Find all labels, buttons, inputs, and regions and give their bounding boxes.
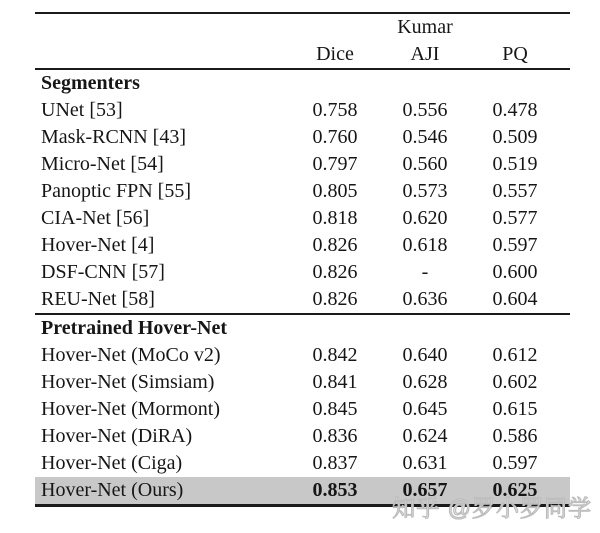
row-metric-value: 0.620: [402, 207, 448, 229]
row-metric-value: 0.546: [402, 126, 448, 148]
row-metric-value: 0.586: [492, 425, 538, 447]
column-header-dice: Dice: [316, 43, 354, 65]
row-metric-value: 0.597: [492, 234, 538, 256]
row-metric-value: 0.557: [492, 180, 538, 202]
table-row: [35, 286, 570, 313]
dataset-group-header: Kumar: [397, 16, 453, 38]
row-method-name: Hover-Net (Ciga): [41, 452, 183, 474]
group-header-row: [35, 14, 570, 41]
row-metric-value: -: [421, 261, 429, 283]
row-metric-value: 0.624: [402, 425, 448, 447]
column-header-row: [35, 41, 570, 68]
row-metric-value: 0.845: [312, 398, 358, 420]
row-metric-value: 0.519: [492, 153, 538, 175]
row-metric-value: 0.797: [312, 153, 358, 175]
row-metric-value: 0.577: [492, 207, 538, 229]
row-metric-value: 0.836: [312, 425, 358, 447]
row-metric-value: 0.853: [312, 479, 358, 501]
table-row: [35, 369, 570, 396]
row-method-name: Hover-Net (DiRA): [41, 425, 193, 447]
row-metric-value: 0.478: [492, 99, 538, 121]
row-metric-value: 0.556: [402, 99, 448, 121]
table-row: [35, 178, 570, 205]
row-metric-value: 0.841: [312, 371, 358, 393]
row-method-name: Mask-RCNN [43]: [41, 126, 186, 148]
row-method-name: Hover-Net (Ours): [41, 479, 184, 501]
table-row: [35, 205, 570, 232]
row-metric-value: 0.657: [402, 479, 448, 501]
row-metric-value: 0.509: [492, 126, 538, 148]
row-metric-value: 0.573: [402, 180, 448, 202]
row-method-name: Micro-Net [54]: [41, 153, 164, 175]
row-metric-value: 0.615: [492, 398, 538, 420]
row-metric-value: 0.640: [402, 344, 448, 366]
row-method-name: Panoptic FPN [55]: [41, 180, 191, 202]
row-metric-value: 0.618: [402, 234, 448, 256]
table-row: [35, 423, 570, 450]
row-metric-value: 0.628: [402, 371, 448, 393]
row-metric-value: 0.837: [312, 452, 358, 474]
row-metric-value: 0.636: [402, 288, 448, 310]
row-metric-value: 0.826: [312, 261, 358, 283]
table-row: [35, 151, 570, 178]
row-metric-value: 0.645: [402, 398, 448, 420]
row-metric-value: 0.842: [312, 344, 358, 366]
table-row: [35, 232, 570, 259]
column-header-pq: PQ: [502, 43, 528, 65]
section-title: Segmenters: [41, 72, 140, 94]
table-row: [35, 477, 570, 504]
table-row: [35, 259, 570, 286]
row-method-name: Hover-Net [4]: [41, 234, 155, 256]
table-row: [35, 396, 570, 423]
row-method-name: Hover-Net (MoCo v2): [41, 344, 221, 366]
row-method-name: Hover-Net (Mormont): [41, 398, 220, 420]
results-table: [35, 12, 570, 507]
table-row: [35, 450, 570, 477]
table-sections: [35, 70, 570, 504]
watermark: 知乎 @罗小罗同学: [392, 495, 592, 521]
row-method-name: CIA-Net [56]: [41, 207, 150, 229]
section-title: Pretrained Hover-Net: [41, 317, 228, 339]
row-metric-value: 0.818: [312, 207, 358, 229]
table-row: [35, 97, 570, 124]
row-metric-value: 0.805: [312, 180, 358, 202]
row-metric-value: 0.758: [312, 99, 358, 121]
row-metric-value: 0.612: [492, 344, 538, 366]
row-metric-value: 0.602: [492, 371, 538, 393]
row-metric-value: 0.760: [312, 126, 358, 148]
row-metric-value: 0.600: [492, 261, 538, 283]
row-metric-value: 0.604: [492, 288, 538, 310]
column-header-aji: AJI: [410, 43, 440, 65]
row-metric-value: 0.826: [312, 288, 358, 310]
row-method-name: REU-Net [58]: [41, 288, 155, 310]
row-method-name: DSF-CNN [57]: [41, 261, 165, 283]
table-row: [35, 124, 570, 151]
row-metric-value: 0.826: [312, 234, 358, 256]
row-method-name: UNet [53]: [41, 99, 123, 121]
table-row: [35, 342, 570, 369]
row-metric-value: 0.560: [402, 153, 448, 175]
row-metric-value: 0.625: [492, 479, 538, 501]
bottom-rule: [35, 504, 570, 507]
row-method-name: Hover-Net (Simsiam): [41, 371, 215, 393]
row-metric-value: 0.597: [492, 452, 538, 474]
row-metric-value: 0.631: [402, 452, 448, 474]
